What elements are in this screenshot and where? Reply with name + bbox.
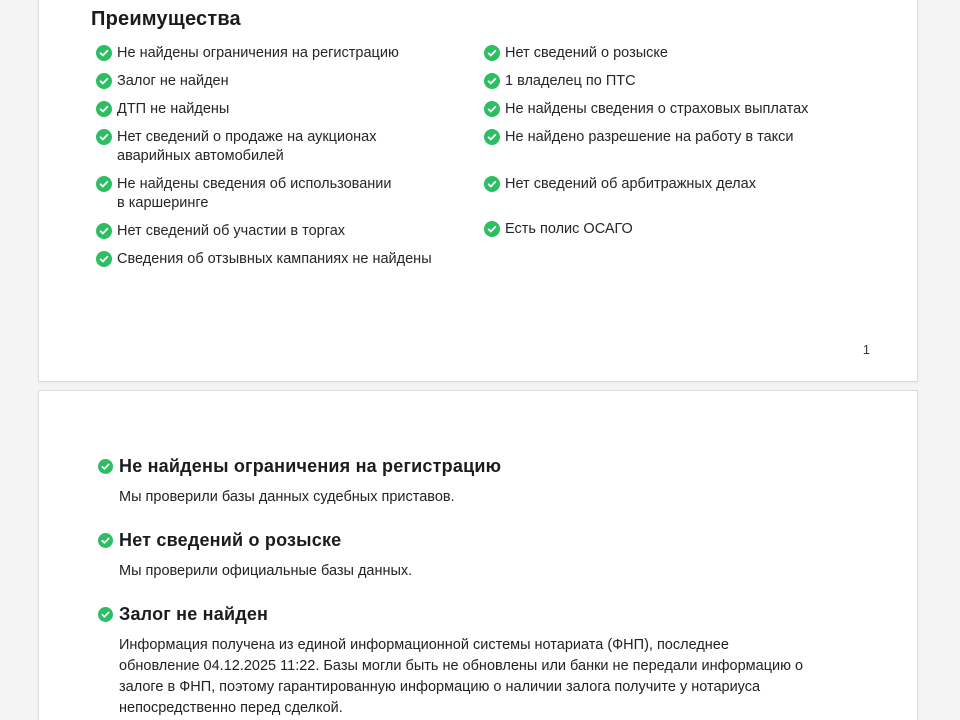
check-circle-icon bbox=[96, 73, 112, 89]
advantages-columns bbox=[96, 44, 917, 278]
advantage-item bbox=[484, 100, 884, 119]
advantages-column-right bbox=[484, 44, 884, 278]
advantage-item-label: ДТП не найдены bbox=[117, 101, 230, 117]
advantage-item-label: Не найдены сведения об использовании в каршеринге bbox=[117, 176, 392, 211]
check-circle-icon bbox=[484, 129, 500, 145]
check-circle-icon bbox=[96, 251, 112, 267]
advantage-item bbox=[96, 100, 448, 119]
check-circle-icon bbox=[484, 176, 500, 192]
detail-section bbox=[98, 530, 917, 582]
advantage-item bbox=[484, 128, 884, 147]
detail-section-content bbox=[119, 530, 917, 582]
advantage-item bbox=[96, 222, 448, 241]
advantage-item bbox=[484, 44, 884, 63]
advantage-item-label: Не найдено разрешение на работу в такси bbox=[505, 129, 794, 145]
advantage-item bbox=[484, 220, 884, 239]
detail-section-title: Не найдены ограничения на регистрацию bbox=[119, 456, 502, 476]
check-circle-icon bbox=[98, 607, 113, 622]
details-card bbox=[38, 390, 918, 720]
check-circle-icon bbox=[484, 101, 500, 117]
check-circle-icon bbox=[96, 223, 112, 239]
check-circle-icon bbox=[98, 533, 113, 548]
advantage-item bbox=[96, 128, 448, 166]
check-circle-icon bbox=[96, 45, 112, 61]
advantages-column-left bbox=[96, 44, 448, 278]
advantage-item-label: Нет сведений об арбитражных делах bbox=[505, 176, 756, 192]
detail-section-content bbox=[119, 604, 917, 719]
detail-section-title: Нет сведений о розыске bbox=[119, 530, 342, 550]
advantage-item bbox=[96, 44, 448, 63]
check-circle-icon bbox=[98, 459, 113, 474]
detail-section-content bbox=[119, 456, 917, 508]
detail-section-body: Мы проверили базы данных судебных приставов. bbox=[119, 489, 455, 505]
detail-section-body: Информация получена из единой информационной системы нотариата (ФНП), последнее обновление 04.12.2025 11:22. Базы могли быть не обновлены или банки не передали информацию о залоге в ФНП, поэтому гарантированную информацию о наличии залога получите у нотариуса непосредственно перед сделкой. bbox=[119, 637, 804, 716]
advantage-item bbox=[484, 72, 884, 91]
advantage-item-label: Залог не найден bbox=[117, 73, 229, 89]
advantage-item-label: Нет сведений о продаже на аукционах аварийных автомобилей bbox=[117, 129, 377, 164]
advantage-item-label: 1 владелец по ПТС bbox=[505, 73, 636, 89]
detail-section bbox=[98, 604, 917, 719]
advantage-item-label: Не найдены ограничения на регистрацию bbox=[117, 45, 399, 61]
check-circle-icon bbox=[484, 73, 500, 89]
advantage-item-label: Сведения об отзывных кампаниях не найдены bbox=[117, 251, 432, 267]
detail-section-title: Залог не найден bbox=[119, 604, 269, 624]
advantage-item bbox=[484, 175, 884, 194]
page-number: 1 bbox=[862, 342, 870, 357]
advantage-item bbox=[96, 250, 448, 269]
advantage-item bbox=[96, 175, 448, 213]
advantages-card bbox=[38, 0, 918, 382]
detail-section bbox=[98, 456, 917, 508]
check-circle-icon bbox=[96, 129, 112, 145]
advantage-item bbox=[96, 72, 448, 91]
advantage-item-label: Не найдены сведения о страховых выплатах bbox=[505, 101, 809, 117]
advantage-item-label: Есть полис ОСАГО bbox=[505, 221, 633, 237]
detail-section-body: Мы проверили официальные базы данных. bbox=[119, 563, 413, 579]
check-circle-icon bbox=[96, 176, 112, 192]
advantage-item-label: Нет сведений об участии в торгах bbox=[117, 223, 346, 239]
check-circle-icon bbox=[484, 221, 500, 237]
check-circle-icon bbox=[96, 101, 112, 117]
advantage-item-label: Нет сведений о розыске bbox=[505, 45, 668, 61]
check-circle-icon bbox=[484, 45, 500, 61]
advantages-title: Преимущества bbox=[91, 8, 241, 30]
